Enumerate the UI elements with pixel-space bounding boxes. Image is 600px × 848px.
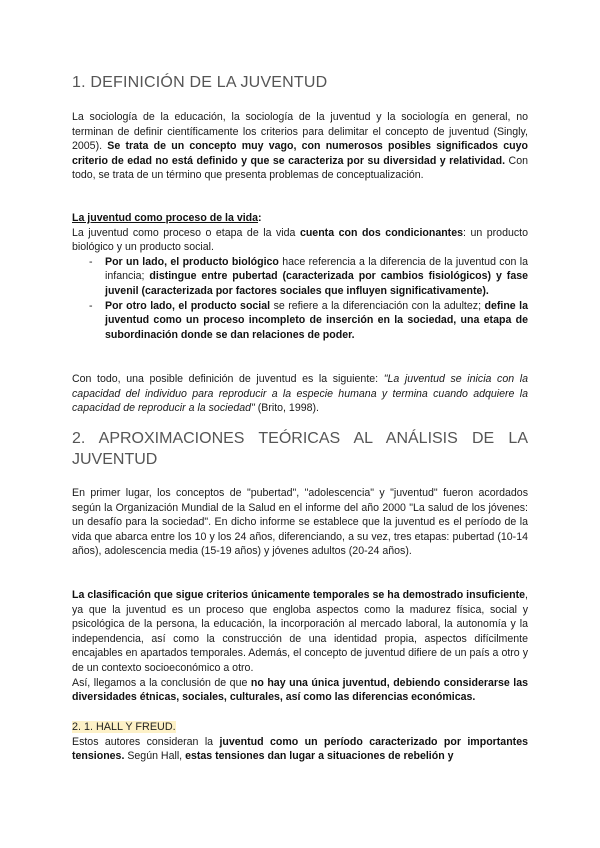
section-2-title-line-2: JUVENTUD: [72, 451, 158, 468]
definition-paragraph: [72, 372, 528, 416]
bullet-2-text: se refiere a la diferenciación con la adultez;: [270, 299, 485, 312]
process-block: [72, 211, 528, 342]
who-paragraph: [72, 486, 528, 559]
list-item: [72, 299, 528, 343]
process-text-1: La juventud como proceso o etapa de la vida: [72, 226, 300, 239]
definition-text-1: Con todo, una posible definición de juventud es la siguiente:: [72, 373, 384, 385]
intro-text-2: Con todo, se trata de un término que presenta problemas de conceptualización.: [72, 154, 528, 182]
classification-text: , ya que la juventud es un proceso que engloba aspectos como la madurez física, social y psicológica de la persona, la educación, la incorporación al mercado laboral, la autonomía y la independencia, así como la construcción de una identidad propia, aspectos difícilmente encajables en apartados temporales. Además, el concepto de juventud difiere de un país a otro y de un contexto socioeconómico a otro.: [72, 589, 528, 674]
section-2-title: [72, 428, 528, 470]
definition-citation: (Brito, 1998).: [254, 402, 319, 415]
bullet-1-bold-1: Por un lado, el producto biológico: [105, 255, 279, 268]
subheading-colon: :: [258, 212, 262, 224]
dash-marker: -: [89, 299, 93, 312]
section-2-title-line-1: 2. APROXIMACIONES TEÓRICAS AL ANÁLISIS DE LA: [72, 430, 528, 447]
intro-text-1: La sociología de la educación, la sociología de la juventud y la sociología en general, no terminan de definir científicamente los criterios para delimitar el concepto de juventud (Singly, 2005).: [72, 111, 528, 153]
who-text: En primer lugar, los conceptos de "pubertad", "adolescencia" y "juventud" fueron acordados según la Organización Mundial de la Salud en el informe del año 2000 "La salud de los jóvenes: un desafío para la sociedad". En dicho informe se establece que la juventud es el período de la vida que abarca entre los 10 y los 24 años, diferenciando, a su vez, tres etapas: pubertad (10-14 años), adolescencia media (15-19 años) y jóvenes adultos (20-24 años).: [72, 487, 528, 558]
section-1-title: 1. DEFINICIÓN DE LA JUVENTUD: [72, 74, 328, 91]
hall-freud-subheading: 2. 1. HALL Y FREUD.: [72, 721, 176, 733]
intro-bold: Se trata de un concepto muy vago, con numerosos posibles significados cuyo criterio de edad no está definido y que se caracteriza por su diversidad y relatividad.: [72, 140, 529, 167]
process-text-2: : un producto biológico y un producto social.: [72, 226, 528, 254]
process-subheading: La juventud como proceso de la vida: [72, 212, 259, 224]
hall-freud-section: [72, 720, 528, 764]
hall-text-2: Según Hall,: [124, 750, 186, 763]
conclusion-bold: no hay una única juventud, debiendo considerarse las diversidades étnicas, sociales, culturales, así como las diferencias económicas.: [72, 676, 528, 704]
bullet-2-bold-1: Por otro lado, el producto social: [105, 299, 271, 312]
hall-bold-2: estas tensiones dan lugar a situaciones de rebelión y: [185, 750, 454, 763]
intro-paragraph: [72, 110, 528, 183]
bullet-2-bold-2: define la juventud como un proceso incompleto de inserción en la sociedad, una etapa de subordinación donde se dan relaciones de poder.: [105, 299, 528, 341]
classification-paragraph: [72, 588, 528, 705]
process-bold: cuenta con dos condicionantes: [299, 226, 463, 239]
bullet-1-bold-2: distingue entre pubertad (caracterizada por cambios fisiológicos) y fase juvenil (caracterizada por factores sociales que influyen significativamente).: [105, 270, 528, 297]
conditions-list: [72, 255, 528, 343]
classification-bold: La clasificación que sigue criterios únicamente temporales se ha demostrado insuficiente: [72, 589, 526, 601]
hall-bold-1: juventud como un período caracterizado por importantes tensiones.: [72, 735, 528, 763]
hall-text-1: Estos autores consideran la: [72, 735, 220, 748]
bullet-1-text: hace referencia a la diferencia de la juventud con la infancia;: [105, 255, 528, 283]
definition-quote: "La juventud se inicia con la capacidad del individuo para reproducir a la especie humana y termina cuando adquiere la capacidad de reproducir a la sociedad": [72, 373, 528, 415]
conclusion-text: Así, llegamos a la conclusión de que: [72, 676, 251, 689]
list-item: [72, 255, 528, 299]
dash-marker: -: [89, 255, 93, 268]
